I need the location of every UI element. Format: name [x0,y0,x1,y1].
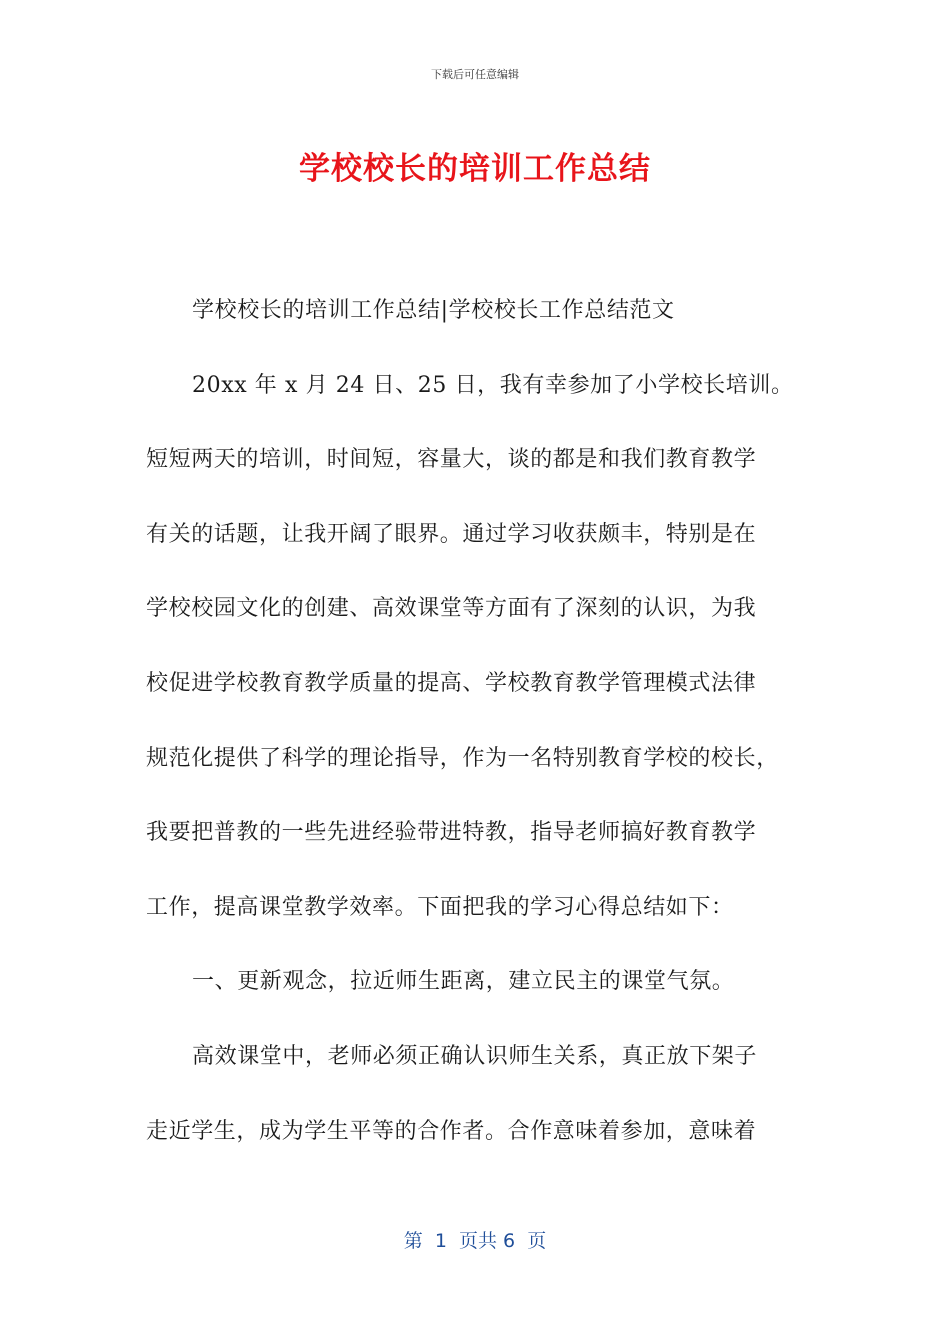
paragraph-line: 短短两天的培训，时间短，容量大，谈的都是和我们教育教学 [146,447,757,473]
paragraph-line: 学校校园文化的创建、高效课堂等方面有了深刻的认识，为我 [146,596,757,622]
page-header-note: 下载后可任意编辑 [431,68,519,81]
page-number-footer: 第 1 页共 6 页 [403,1230,547,1252]
paragraph-line: 高效课堂中，老师必须正确认识师生关系，真正放下架子 [192,1043,758,1069]
paragraph-2 [146,1020,806,1169]
section-heading-1: 一、更新观念，拉近师生距离，建立民主的课堂气氛。 [192,969,735,995]
document-title: 学校校长的培训工作总结 [299,151,651,187]
paragraph-line: 走近学生，成为学生平等的合作者。合作意味着参加，意味着 [146,1118,757,1144]
paragraph-line: 我要把普教的一些先进经验带进特教，指导老师搞好教育教学 [146,820,757,846]
paragraph-line: 工作，提高课堂教学效率。下面把我的学习心得总结如下： [146,894,734,920]
paragraph-line: 20xx 年 x 月 24 日、25 日，我有幸参加了小学校长培训。 [192,372,794,398]
paragraph-line: 规范化提供了科学的理论指导，作为一名特别教育学校的校长， [146,745,779,771]
document-body [146,274,806,1169]
subtitle-line: 学校校长的培训工作总结|学校校长工作总结范文 [192,298,675,323]
paragraph-1 [146,349,806,946]
paragraph-line: 校促进学校教育教学质量的提高、学校教育教学管理模式法律 [146,670,757,696]
paragraph-line: 有关的话题，让我开阔了眼界。通过学习收获颇丰，特别是在 [146,521,757,547]
